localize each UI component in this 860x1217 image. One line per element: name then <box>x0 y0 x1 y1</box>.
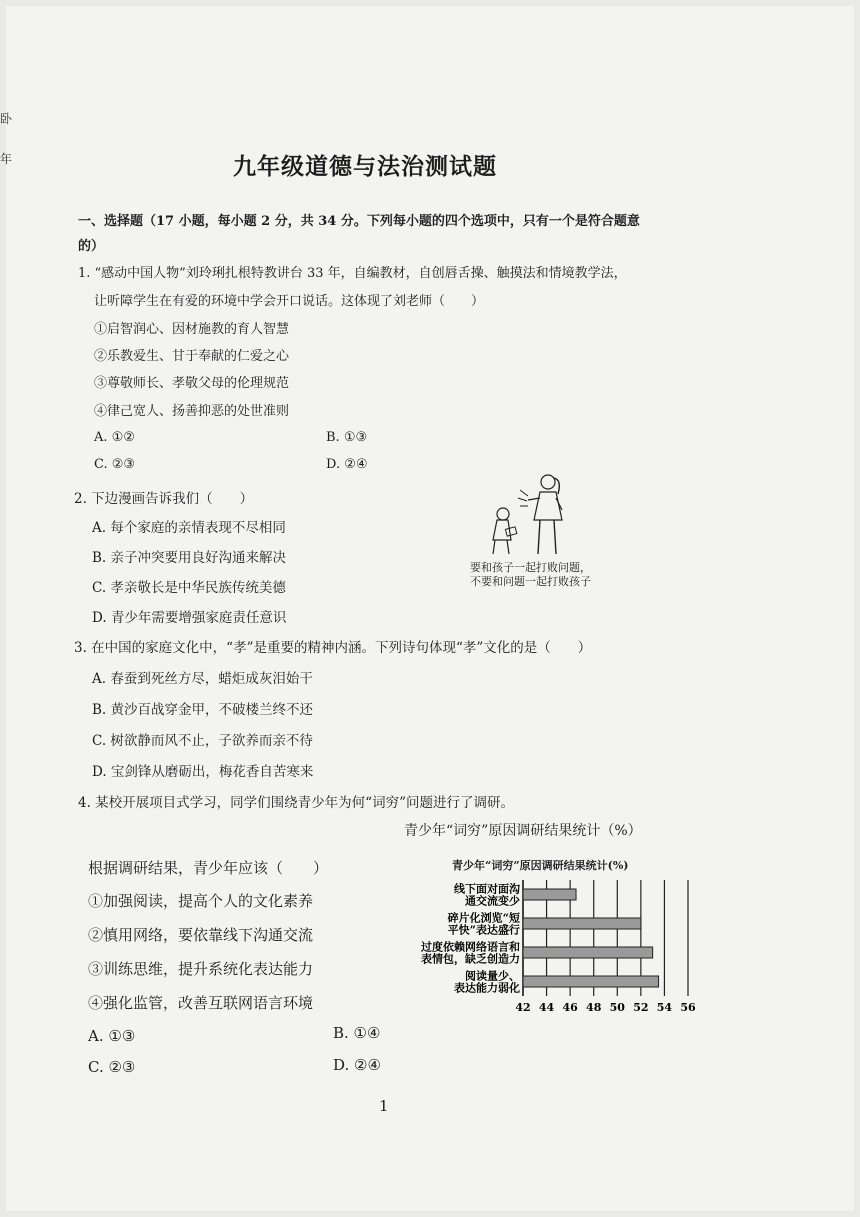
comic-caption <box>470 561 591 589</box>
q2-option-b[interactable]: B. 亲子冲突要用良好沟通来解决 <box>92 550 287 566</box>
q3-option-a[interactable]: A. 春蚕到死丝方尽，蜡炬成灰泪始干 <box>92 671 313 687</box>
bar <box>523 918 641 929</box>
bar <box>523 889 576 900</box>
category-label: 通交流变少 <box>465 894 520 908</box>
bar <box>523 947 653 958</box>
parent-child-comic <box>470 468 615 558</box>
q2-option-d[interactable]: D. 青少年需要增强家庭责任意识 <box>92 610 287 626</box>
q3-stem: 3. 在中国的家庭文化中，“孝”是重要的精神内涵。下列诗句体现“孝”文化的是（ ） <box>74 640 592 656</box>
q4-stem: 4. 某校开展项目式学习，同学们围绕青少年为何“词穷”问题进行了调研。 <box>78 795 514 811</box>
x-tick-label: 46 <box>562 1001 578 1014</box>
q3-option-c[interactable]: C. 树欲静而风不止，子欲养而亲不待 <box>92 733 313 749</box>
x-tick-label: 56 <box>680 1001 696 1014</box>
exam-title: 九年级道德与法治测试题 <box>233 153 497 180</box>
q4-option-a[interactable]: A. ①③ <box>88 1027 136 1045</box>
category-label: 阅读量少、 <box>465 969 520 983</box>
q4-item: ②慎用网络，要依靠线下沟通交流 <box>88 926 314 944</box>
category-label: 线下面对面沟 <box>454 882 520 896</box>
category-label: 平快”表达盛行 <box>447 923 520 937</box>
bar <box>523 976 659 987</box>
chart-title: 青少年“词穷”原因调研结果统计（%） <box>404 823 642 839</box>
q4-item: ④强化监管，改善互联网语言环境 <box>88 994 314 1012</box>
x-tick-label: 48 <box>586 1001 602 1014</box>
q1-option-d[interactable]: D. ②④ <box>326 457 368 472</box>
section-heading: 一、选择题（17 小题，每小题 2 分，共 34 分。下列每小题的四个选项中，只有一个是符合题意 <box>78 214 640 229</box>
section-heading-cont: 的） <box>78 239 105 254</box>
category-label: 碎片化浏览“短 <box>447 911 520 925</box>
bar-chart <box>405 872 705 1022</box>
q2-stem: 2. 下边漫画告诉我们（ ） <box>74 491 254 507</box>
q3-option-d[interactable]: D. 宝剑锋从磨砺出，梅花香自苦寒来 <box>92 764 314 780</box>
comic-caption-line: 不要和问题一起打败孩子 <box>470 575 591 588</box>
x-tick-label: 54 <box>656 1001 673 1014</box>
category-label: 表达能力弱化 <box>454 981 520 995</box>
x-tick-label: 52 <box>633 1001 649 1014</box>
q2-option-a[interactable]: A. 每个家庭的亲情表现不尽相同 <box>92 520 286 536</box>
margin-mark: 年 <box>0 152 13 166</box>
q1-item: ②乐教爱生、甘于奉献的仁爱之心 <box>94 349 290 364</box>
q4-option-d[interactable]: D. ②④ <box>333 1056 381 1074</box>
category-label: 过度依赖网络语言和 <box>421 940 520 954</box>
q1-stem: 1. “感动中国人物”刘玲琍扎根特教讲台 33 年，自编教材，自创唇舌操、触摸法和情境教学法， <box>78 266 627 281</box>
q1-option-b[interactable]: B. ①③ <box>326 430 368 445</box>
q4-item: ③训练思维，提升系统化表达能力 <box>88 960 314 978</box>
q1-stem-cont: 让听障学生在有爱的环境中学会开口说话。这体现了刘老师（ ） <box>94 294 485 309</box>
q1-option-a[interactable]: A. ①② <box>94 430 135 445</box>
q4-option-c[interactable]: C. ②③ <box>88 1058 136 1076</box>
q1-option-c[interactable]: C. ②③ <box>94 457 136 472</box>
x-tick-label: 44 <box>538 1001 555 1014</box>
q3-option-b[interactable]: B. 黄沙百战穿金甲，不破楼兰终不还 <box>92 702 314 718</box>
x-tick-label: 42 <box>515 1001 531 1014</box>
q1-item: ④律己宽人、扬善抑恶的处世准则 <box>94 404 290 419</box>
q1-item: ①启智润心、因材施教的育人智慧 <box>94 322 290 337</box>
comic-caption-line: 要和孩子一起打败问题， <box>470 561 591 574</box>
page-number: 1 <box>379 1097 389 1115</box>
x-tick-label: 50 <box>609 1001 625 1014</box>
q1-item: ③尊敬师长、孝敬父母的伦理规范 <box>94 376 290 391</box>
q2-option-c[interactable]: C. 孝亲敬长是中华民族传统美德 <box>92 580 286 596</box>
margin-mark: 卧 <box>0 112 13 126</box>
q4-item: ①加强阅读，提高个人的文化素养 <box>88 892 314 910</box>
q4-option-b[interactable]: B. ①④ <box>333 1024 381 1042</box>
q4-prompt: 根据调研结果，青少年应该（ ） <box>88 859 329 877</box>
category-label: 表情包，缺乏创造力 <box>421 952 520 966</box>
chart-inner-title: 青少年“词穷”原因调研结果统计(%) <box>452 859 629 872</box>
